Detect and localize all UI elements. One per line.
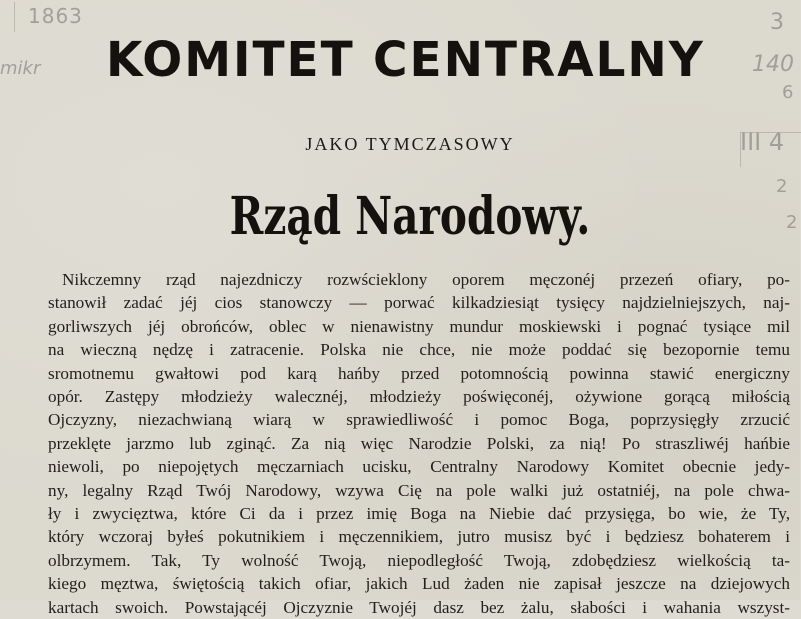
document-title: KOMITET CENTRALNY <box>106 32 705 88</box>
body-text-line: sromotnemu gwałtowi pod karą hańby przed potomnością powinna stawić energiczny <box>48 363 790 383</box>
archive-right-note-4: III 4 <box>740 128 785 156</box>
body-text-line: niewoli, po niepojętych męczarniach ucisku, Centralny Narodowy Komitet obecnie jedy- <box>48 457 790 477</box>
body-text-line: Nikczemny rząd najezdniczy rozwścieklony oporem męczonéj przezeń ofiary, po- <box>62 270 790 289</box>
archive-right-note-5: 2 <box>776 176 788 197</box>
body-text-line: opór. Zastępy młodzieży walecznéj, młodzieży poświęconéj, ożywione gorącą miłością <box>48 387 790 407</box>
body-text-line: przeklęte jarzmo lub zginąć. Za nią więc Narodzie Polski, za nią! Po straszliwéj hańbie <box>48 433 790 453</box>
archive-right-note-3: 6 <box>782 82 794 103</box>
body-text-line: na wieczną nędzę i zatracenie. Polska nie chce, nie może poddać się bezopornie temu <box>48 340 790 360</box>
body-text-line: który wczoraj byłeś pokutnikiem i męczennikiem, jutro musisz być i będziesz bohaterem i <box>48 527 790 547</box>
body-text-line: Ojczyzny, niezachwianą wiarą w sprawiedliwość i pomoc Boga, poprzysięgły zrzucić <box>48 410 790 430</box>
document-body <box>48 268 790 619</box>
archive-right-note-2: 140 <box>752 52 794 77</box>
body-text-line: stanowił zadać jéj cios stanowczy — porwać kilkadziesiąt tysięcy najdzielniejszych, naj- <box>48 293 790 313</box>
body-text-line: ny, legalny Rząd Twój Narodowy, wzywa Cię na pole walki już ostatniéj, na pole chwa- <box>48 480 790 500</box>
archive-left-note: mikr <box>0 58 41 79</box>
archive-mark-bracket <box>0 2 15 32</box>
body-text-line: kartach swoich. Powstającéj Ojczyznie Twojéj dasz bez żalu, słabości i wahania wszyst- <box>48 597 790 617</box>
body-text-line: gorliwszych jéj obrońców, oblec w nienawistny mundur moskiewski i pognać tysiące mil <box>48 316 790 336</box>
archive-right-note-1: 3 <box>770 10 784 35</box>
body-text-line: olbrzymem. Tak, Ty wolność Twoją, niepodległość Twoją, zdobędziesz wielkością ta- <box>48 550 790 570</box>
body-text-line: ły i zwycięztwa, które Ci da i przez imię Boga na Niebie dać przysięga, bo wie, że Ty, <box>48 504 790 524</box>
archive-right-note-6: 2 <box>786 212 798 233</box>
body-text-line: kiego męztwa, świętością takich ofiar, jakich Lud żaden nie zapisał jeszcze na dziejowych <box>48 574 790 594</box>
archive-year-note: 1863 <box>28 4 83 28</box>
document-subtitle: JAKO TYMCZASOWY <box>305 134 515 154</box>
document-heading: Rząd Narodowy. <box>229 186 591 247</box>
